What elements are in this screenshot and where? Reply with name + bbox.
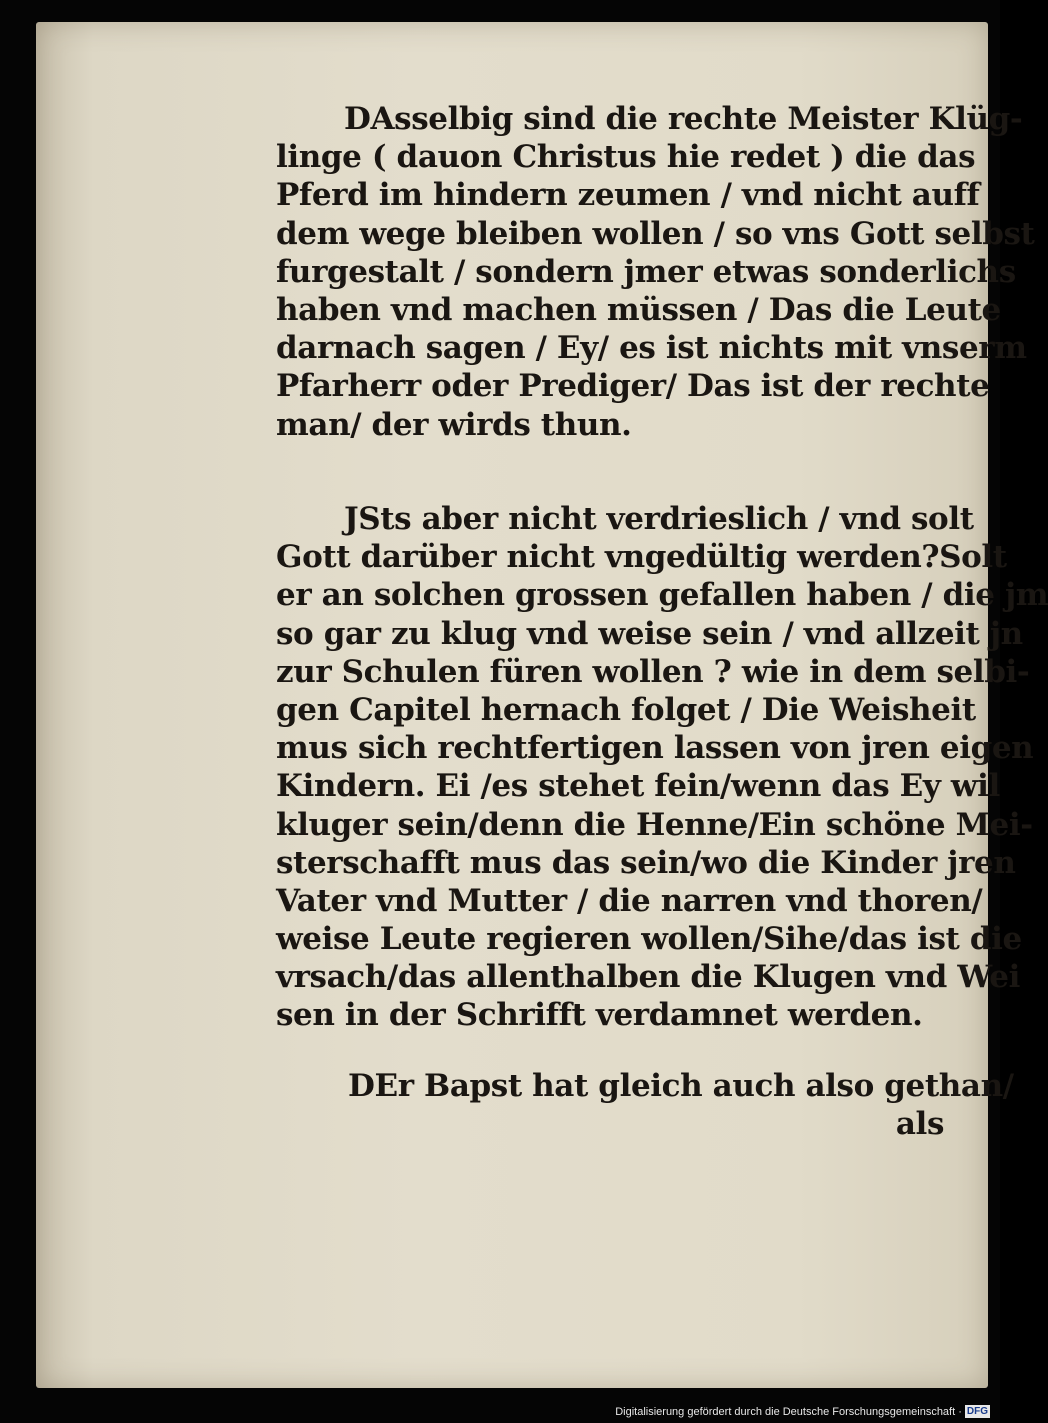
catchword: als [895,1106,944,1143]
text-line: kluger sein/denn die Henne/Ein schöne Mei- [276,806,1033,843]
text-line: dem wege bleiben wollen / so vns Gott selbst [276,215,1035,252]
text-line: sterschafft mus das sein/wo die Kinder jren [276,844,1016,881]
text-line: haben vnd machen müssen / Das die Leute [276,291,1001,328]
text-line: Pfarherr oder Prediger/ Das ist der rechte [276,368,990,405]
text-line: Gott darüber nicht vngedültig werden?Solt [276,539,1007,576]
text-line: furgestalt / sondern jmer etwas sonderlichs [276,253,1016,290]
footer-text: Digitalisierung gefördert durch die Deutsche Forschungsgemeinschaft · [615,1406,962,1418]
text-line: sen in der Schrifft verdamnet werden. [276,997,923,1034]
book-page [36,22,1048,1388]
paragraph-2 [276,500,1048,1035]
text-line: Kindern. Ei /es stehet fein/wenn das Ey wil [276,768,1000,805]
paragraph-3 [276,1067,1014,1143]
text-line: so gar zu klug vnd weise sein / vnd allzeit jn [276,615,1023,652]
dfg-logo: DFG [966,1406,988,1417]
text-line: linge ( dauon Christus hie redet ) die das [276,139,976,176]
text-line: Pferd im hindern zeumen / vnd nicht auff [276,177,980,214]
text-line: mus sich rechtfertigen lassen von jren eigen [276,730,1034,767]
digitization-footer [600,1404,990,1420]
text-line: darnach sagen / Ey/ es ist nichts mit vnserm [276,330,1027,367]
text-line: vrsach/das allenthalben die Klugen vnd Wei [276,959,1020,996]
text-line: weise Leute regieren wollen/Sihe/das ist die [276,921,1022,958]
paragraph-1 [276,100,1035,444]
text-line: DEr Bapst hat gleich auch also gethan/ [348,1068,1014,1104]
text-line: Vater vnd Mutter / die narren vnd thoren/ [276,882,983,919]
text-line: DAsselbig sind die rechte Meister Klüg- [344,101,1023,137]
text-line: man/ der wirds thun. [276,406,632,443]
text-line: JSts aber nicht verdrieslich / vnd solt [344,501,974,537]
text-line: zur Schulen füren wollen ? wie in dem selbi- [276,653,1030,690]
text-line: er an solchen grossen gefallen haben / die jm [276,577,1048,614]
text-line: gen Capitel hernach folget / Die Weisheit [276,691,976,728]
